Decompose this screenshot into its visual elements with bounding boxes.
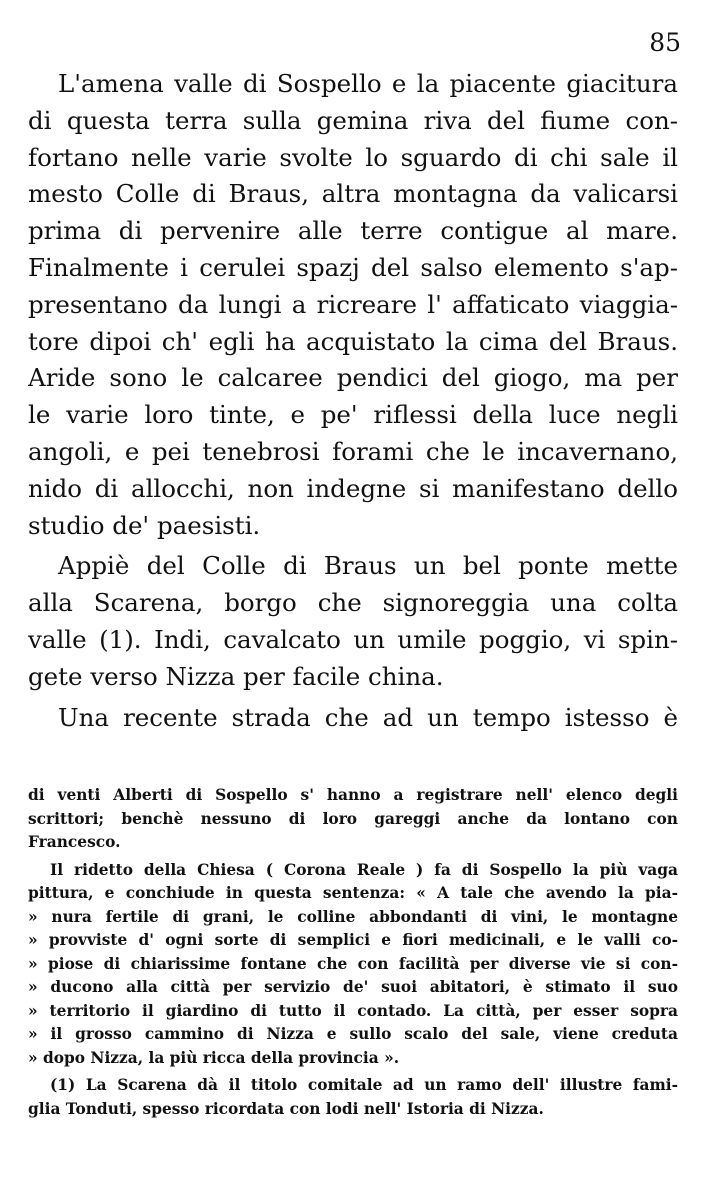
footnote-line: » dopo Nizza, la più ricca della provincia ».: [28, 1048, 400, 1067]
text-line: nido di allocchi, non indegne si manifestano dello: [28, 473, 678, 503]
footnote-line: » nura fertile di grani, le colline abbondanti di vini, le montagne: [28, 907, 678, 926]
text-line: Aride sono le calcaree pendici del giogo, ma per: [28, 363, 678, 393]
text-line: studio de' paesisti.: [28, 510, 261, 540]
text-line: gete verso Nizza per facile china.: [28, 661, 444, 691]
text-line: Una recente strada che ad un tempo istesso è: [58, 702, 678, 732]
text-line: L'amena valle di Sospello e la piacente giacitura: [58, 69, 678, 98]
footnote-line: » provviste d' ogni sorte di semplici e fiori medicinali, e le valli co-: [28, 931, 678, 949]
text-line: Finalmente i cerulei spazj del salso elemento s'ap-: [28, 252, 678, 282]
page-number: 85: [649, 28, 681, 57]
text-line: valle (1). Indi, cavalcato un umile poggio, vi spin-: [28, 624, 678, 654]
text-line: le varie loro tinte, e pe' riflessi della luce negli: [28, 400, 678, 430]
footnote-line: Francesco.: [28, 833, 121, 851]
footnote-line: glia Tonduti, spesso ricordata con lodi nell' Istoria di Nizza.: [28, 1099, 544, 1118]
text-line: Appiè del Colle di Braus un bel ponte mette: [58, 551, 678, 581]
footnote-line: di venti Alberti di Sospello s' hanno a registrare nell' elenco degli: [28, 786, 678, 804]
footnote-line: scrittori; benchè nessuno di loro gareggi anche da lontano con: [28, 809, 678, 828]
footnotes: [28, 784, 678, 1121]
text-line: tore dipoi ch' egli ha acquistato la cima del Braus.: [28, 326, 678, 356]
text-line: prima di pervenire alle terre contigue al mare.: [28, 216, 678, 246]
text-line: fortano nelle varie svolte lo sguardo di chi sale il: [28, 142, 678, 172]
footnote-line: » ducono alla città per servizio de' suoi abitatori, è stimato il suo: [28, 978, 678, 996]
footnote-line: Il ridetto della Chiesa ( Corona Reale ) fa di Sospello la più vaga: [50, 860, 678, 879]
text-line: presentano da lungi a ricreare l' affaticato viaggia-: [28, 289, 678, 319]
text-line: alla Scarena, borgo che signoreggia una colta: [28, 588, 678, 618]
main-text: [28, 66, 678, 736]
text-line: angoli, e pei tenebrosi forami che le incavernano,: [28, 436, 678, 466]
text-line: mesto Colle di Braus, altra montagna da valicarsi: [28, 179, 678, 209]
text-line: di questa terra sulla gemina riva del fiume con-: [28, 105, 678, 135]
footnote-line: » il grosso cammino di Nizza e sullo scalo del sale, viene creduta: [28, 1025, 678, 1043]
footnote-line: » piose di chiarissime fontane che con facilità per diverse vie si con-: [28, 954, 678, 973]
footnote-line: » territorio il giardino di tutto il contado. La città, per esser sopra: [28, 1001, 678, 1020]
footnote-line: (1) La Scarena dà il titolo comitale ad un ramo dell' illustre fami-: [50, 1076, 678, 1094]
footnote-line: pittura, e conchiude in questa sentenza: « A tale che avendo la pia-: [28, 884, 678, 902]
